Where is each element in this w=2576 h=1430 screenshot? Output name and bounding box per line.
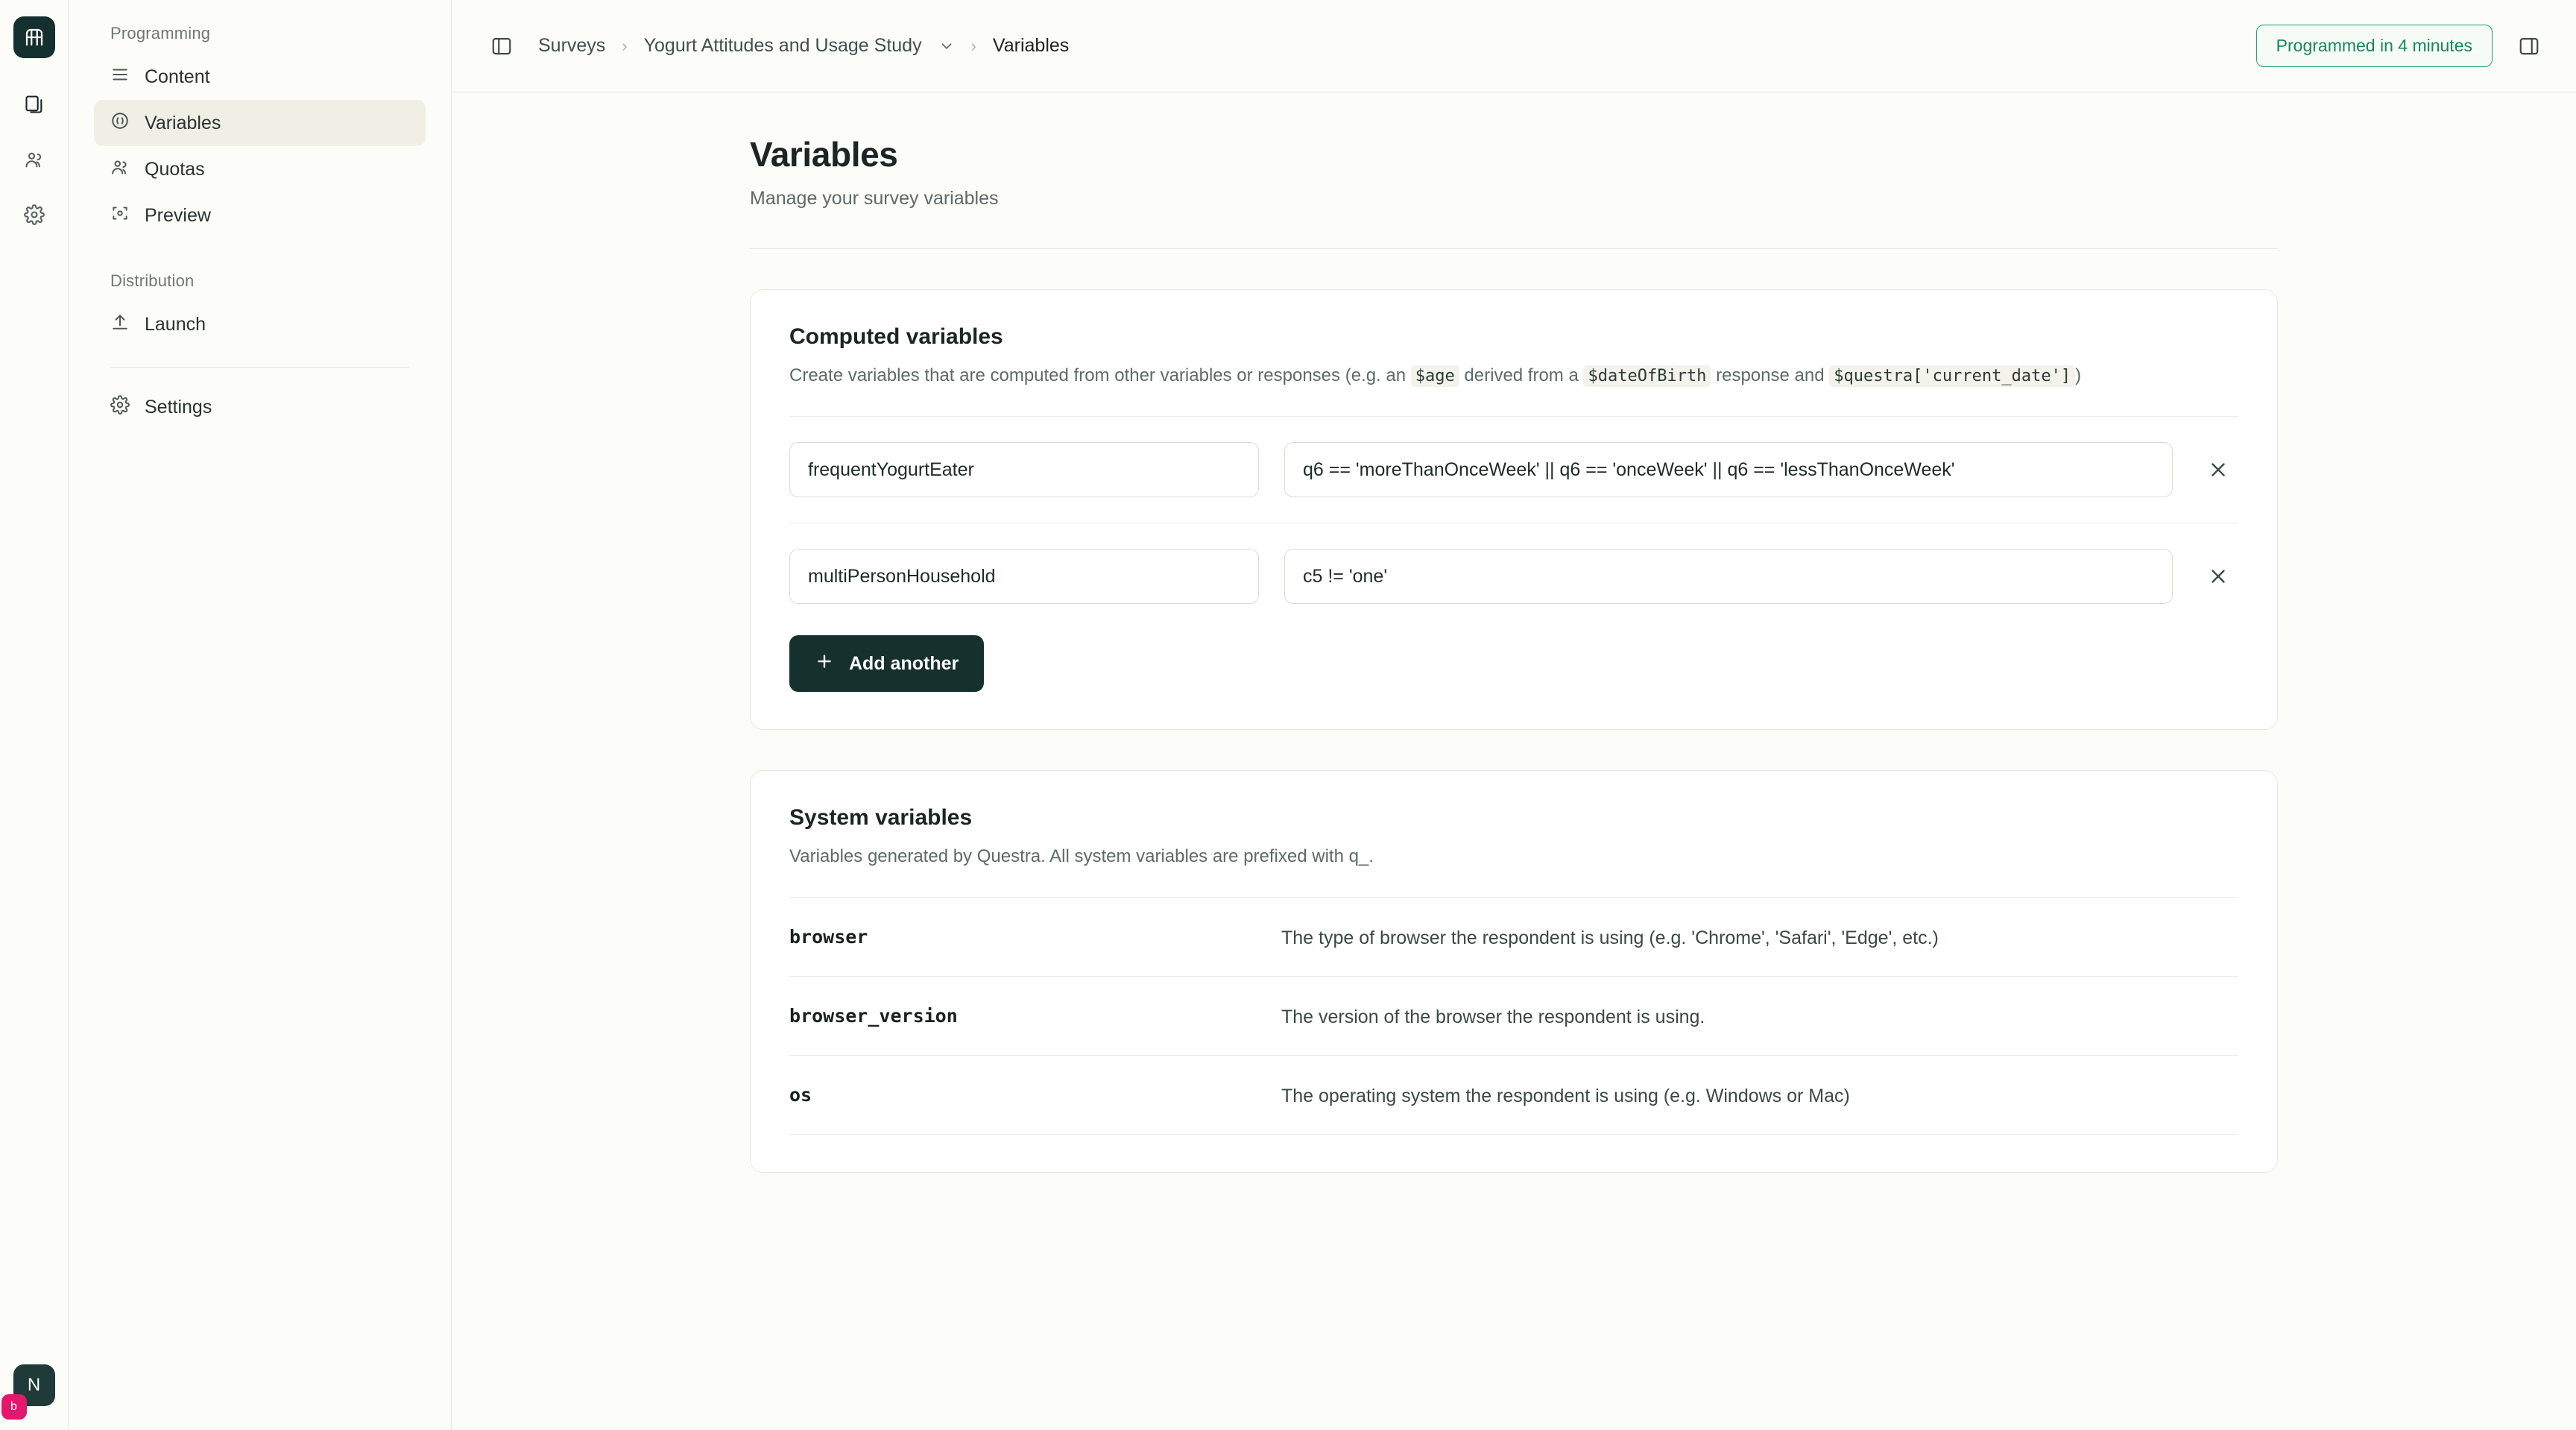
plus-icon [815,652,834,676]
computed-variables-title: Computed variables [789,324,1003,349]
variable-expression-input[interactable]: c5 != 'one' [1284,549,2173,604]
desc-part-3: response and [1711,365,1830,385]
icon-rail [0,0,69,1430]
variable-name-input[interactable]: multiPersonHousehold [789,549,1259,604]
page-subtitle: Manage your survey variables [750,188,999,209]
people-icon[interactable] [13,139,55,180]
breadcrumb-survey[interactable]: Yogurt Attitudes and Usage Study [643,35,922,56]
sidebar-item-label: Launch [145,313,206,335]
sidebar-item-label: Variables [145,112,221,133]
add-another-label: Add another [849,652,959,674]
sidebar-spacer [94,239,426,264]
preview-icon [110,204,130,228]
page-content [452,92,2576,1430]
computed-variables-description [789,362,2206,389]
computed-variable-row [789,417,2238,497]
system-variables-card [750,770,2278,1173]
settings-gear-icon[interactable] [13,194,55,236]
breadcrumb [538,35,1069,57]
breadcrumb-separator: › [622,36,628,55]
sidebar-group-programming: Programming [110,24,211,42]
questra-logo[interactable] [13,16,55,58]
content-icon [110,65,130,89]
code-questra-current-date: $questra['current_date'] [1829,365,2075,387]
page-title: Variables [750,135,898,174]
system-variables-title: System variables [789,805,973,831]
code-dateofbirth: $dateOfBirth [1583,365,1711,387]
page-container [750,92,2278,1173]
page-divider [750,248,2278,249]
system-variable-row [789,977,2238,1056]
remove-variable-icon[interactable] [2198,450,2238,490]
computed-variables-card [750,289,2278,730]
avatar-initial: N [27,1375,41,1395]
system-variable-description: The operating system the respondent is using (e.g. Windows or Mac) [1281,1086,1850,1107]
computed-variable-row [789,523,2238,604]
system-variables-description: Variables generated by Questra. All system variables are prefixed with q_. [789,846,1374,867]
avatar-badge: b [1,1394,27,1420]
gear-icon [110,395,130,420]
desc-part-4: ) [2075,365,2082,385]
topbar [452,0,2576,92]
launch-icon [110,312,130,337]
panel-left-icon[interactable] [484,29,519,63]
add-another-button[interactable] [789,635,984,692]
system-variable-row [789,1056,2238,1135]
quotas-icon [110,157,130,182]
system-variable-description: The type of browser the respondent is using (e.g. 'Chrome', 'Safari', 'Edge', etc.) [1281,927,1939,949]
variable-expression-input[interactable]: q6 == 'moreThanOnceWeek' || q6 == 'onceWeek' || q6 == 'lessThanOnceWeek' [1284,442,2173,497]
system-variable-description: The version of the browser the respondent is using. [1281,1007,1705,1028]
sidebar-item-label: Settings [145,396,212,418]
breadcrumb-surveys[interactable]: Surveys [538,35,606,56]
variables-icon [110,111,130,136]
sidebar-item-content[interactable] [94,54,426,100]
breadcrumb-separator-2: › [970,36,976,55]
surveys-icon[interactable] [13,84,55,125]
status-badge: Programmed in 4 minutes [2256,25,2493,67]
sidebar-item-label: Preview [145,204,211,226]
desc-part-1: Create variables that are computed from other variables or responses (e.g. an [789,365,1411,385]
desc-part-2: derived from a [1459,365,1584,385]
sidebar-item-quotas[interactable] [94,146,426,192]
sidebar-item-launch[interactable] [94,301,426,347]
sidebar-divider [110,367,409,368]
main-area [452,0,2576,1430]
variable-name-input[interactable]: frequentYogurtEater [789,442,1259,497]
sidebar-item-label: Quotas [145,158,205,180]
chevron-down-icon[interactable] [938,38,955,54]
sidebar-item-label: Content [145,66,210,87]
system-variable-row [789,898,2238,977]
system-variable-name: os [789,1084,812,1106]
remove-variable-icon[interactable] [2198,556,2238,596]
system-variable-name: browser [789,926,868,948]
sidebar-group-distribution: Distribution [110,271,195,290]
sidebar-item-variables[interactable] [94,100,426,146]
panel-right-icon[interactable] [2512,29,2546,63]
code-age: $age [1411,365,1459,387]
sidebar-item-settings[interactable] [94,384,426,430]
system-variable-name: browser_version [789,1005,958,1027]
sidebar [69,0,452,1430]
user-avatar-area [0,1364,68,1413]
avatar[interactable] [10,1364,55,1413]
breadcrumb-current: Variables [992,35,1070,56]
sidebar-item-preview[interactable] [94,192,426,239]
